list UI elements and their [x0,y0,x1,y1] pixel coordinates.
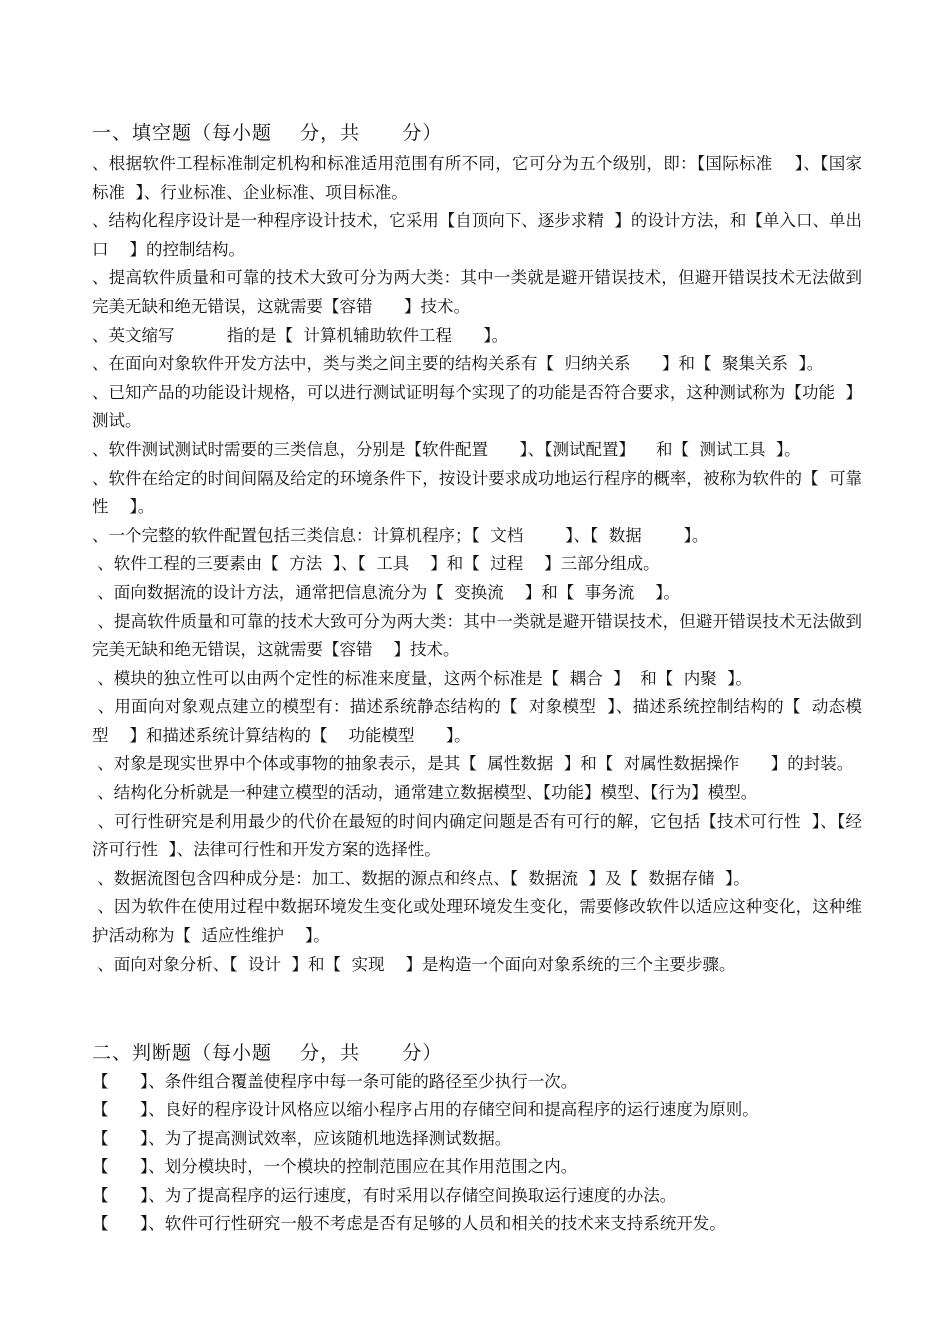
fill-in-question: 、已知产品的功能设计规格，可以进行测试证明每个实现了的功能是否符合要求，这种测试称为【功能 】测试。 [92,382,862,431]
fill-in-question: 、根据软件工程标准制定机构和标准适用范围有所不同，它可分为五个级别，即：【国际标准 】、【国家标准 】、行业标准、企业标准、项目标准。 [92,154,862,202]
fill-in-question: 、数据流图包含四种成分是：加工、数据的源点和终点、【 数据流 】及【 数据存储 】。 [92,868,750,888]
fill-in-question: 、软件测试测试时需要的三类信息，分别是【软件配置 】、【测试配置】 和【 测试工具 】。 [92,439,801,459]
fill-in-question: 、可行性研究是利用最少的代价在最短的时间内确定问题是否有可行的解，它包括【技术可行性 】、【经济可行性 】、法律可行性和开发方案的选择性。 [92,811,862,860]
fill-in-question: 、软件在给定的时间间隔及给定的环境条件下，按设计要求成功地运行程序的概率，被称为软件的【 可靠性 】。 [92,468,862,517]
fill-in-question: 、结构化分析就是一种建立模型的活动，通常建立数据模型、【功能】模型、【行为】模型。 [92,783,758,803]
fill-in-section-title: 一、填空题（每小题 分，共 分） [92,122,443,144]
fill-in-question: 、对象是现实世界中个体或事物的抽象表示，是其【 属性数据 】和【 对属性数据操作 】的封装。 [92,754,854,774]
fill-in-question: 、英文缩写 指的是【 计算机辅助软件工程 】。 [92,325,509,345]
true-false-question: 【 】、为了提高测试效率，应该随机地选择测试数据。 [92,1128,512,1148]
true-false-question: 【 】、划分模块时，一个模块的控制范围应在其作用范围之内。 [92,1157,578,1177]
true-false-question: 【 】、条件组合覆盖使程序中每一条可能的路径至少执行一次。 [92,1072,578,1091]
true-false-question: 【 】、软件可行性研究一般不考虑是否有足够的人员和相关的技术来支持系统开发。 [92,1214,726,1234]
fill-in-question: 、模块的独立性可以由两个定性的标准来度量，这两个标准是【 耦合 】 和【 内聚 】。 [92,668,752,688]
true-false-question: 【 】、为了提高程序的运行速度，有时采用以存储空间换取运行速度的办法。 [92,1185,677,1205]
true-false-question: 【 】、良好的程序设计风格应以缩小程序占用的存储空间和提高程序的运行速度为原则。 [92,1100,759,1120]
fill-in-question-list [92,150,862,979]
fill-in-question: 、一个完整的软件配置包括三类信息：计算机程序；【 文档 】、【 数据 】。 [92,525,709,545]
fill-in-question: 、软件工程的三要素由【 方法 】、【 工具 】和【 过程 】三部分组成。 [92,554,660,574]
fill-in-question: 、因为软件在使用过程中数据环境发生变化或处理环境发生变化，需要修改软件以适应这种变化，这种维护活动称为【 适应性维护 】。 [92,897,862,946]
fill-in-question: 、提高软件质量和可靠的技术大致可分为两大类：其中一类就是避开错误技术，但避开错误技术无法做到完美无缺和绝无错误，这就需要【容错 】技术。 [92,611,862,660]
fill-in-question: 、结构化程序设计是一种程序设计技术，它采用【自顶向下、逐步求精 】的设计方法，和【单入口、单出口 】的控制结构。 [92,211,862,259]
fill-in-question: 、用面向对象观点建立的模型有：描述系统静态结构的【 对象模型 】、描述系统控制结构的【 动态模型 】和描述系统计算结构的【 功能模型 】。 [92,697,862,745]
fill-in-question: 、面向数据流的设计方法，通常把信息流分为【 变换流 】和【 事务流 】。 [92,582,680,602]
fill-in-question: 、在面向对象软件开发方法中，类与类之间主要的结构关系有【 归纳关系 】和【 聚集关系 】。 [92,354,824,374]
fill-in-question: 、提高软件质量和可靠的技术大致可分为两大类：其中一类就是避开错误技术，但避开错误技术无法做到完美无缺和绝无错误，这就需要【容错 】技术。 [92,268,862,316]
fill-in-question: 、面向对象分析、【 设计 】和【 实现 】是构造一个面向对象系统的三个主要步骤。 [92,954,736,974]
true-false-section-title: 二、判断题（每小题 分，共 分） [92,1042,443,1064]
true-false-question-list [92,1068,872,1238]
